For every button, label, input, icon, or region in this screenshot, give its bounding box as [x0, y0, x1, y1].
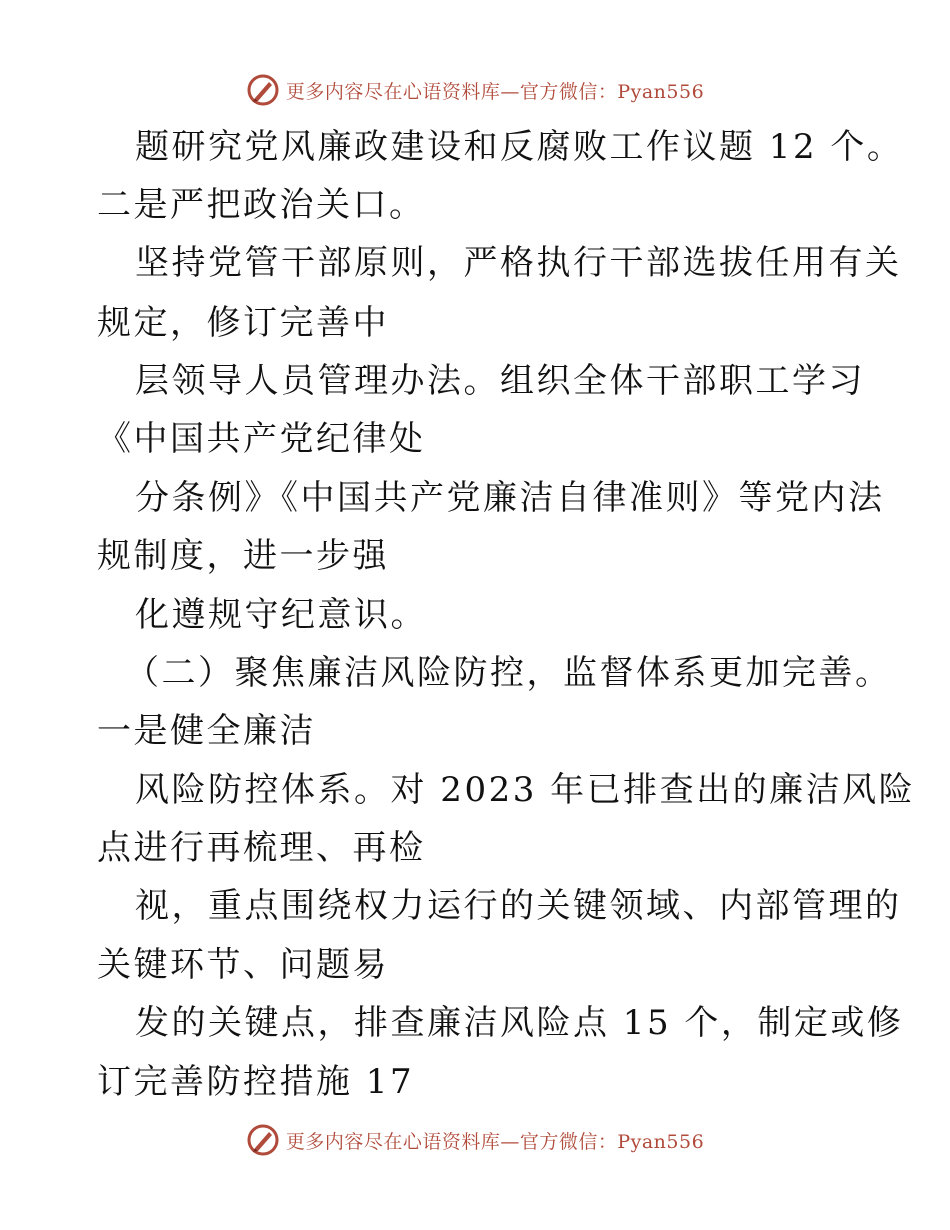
text-line: 发的关键点，排查廉洁风险点 15 个，制定或修 [135, 1003, 904, 1043]
banner-text: 更多内容尽在心语资料库—官方微信：Pyan556 [285, 1130, 705, 1153]
text-line: 层领导人员管理办法。组织全体干部职工学习 [135, 361, 865, 401]
text-line: 订完善防控措施 17 [97, 1062, 415, 1102]
banner-text: 更多内容尽在心语资料库—官方微信：Pyan556 [285, 80, 705, 103]
text-line: 规制度，进一步强 [97, 536, 389, 576]
text-line: 关键环节、问题易 [97, 945, 389, 985]
pen-logo-icon [246, 1123, 280, 1157]
text-line: （二）聚焦廉洁风险防控，监督体系更加完善。 [125, 653, 892, 693]
text-line: 坚持党管干部原则，严格执行干部选拔任用有关 [135, 243, 902, 283]
text-line: 点进行再梳理、再检 [97, 828, 426, 868]
text-line: 题研究党风廉政建设和反腐败工作议题 12 个。 [135, 127, 904, 167]
text-line: 分条例》《中国共产党廉洁自律准则》等党内法 [135, 478, 885, 518]
text-line: 视，重点围绕权力运行的关键领域、内部管理的 [135, 886, 902, 926]
text-line: 《中国共产党纪律处 [97, 419, 426, 459]
text-line: 风险防控体系。对 2023 年已排查出的廉洁风险 [135, 770, 916, 810]
footer-banner [0, 1120, 950, 1160]
text-line: 二是严把政治关口。 [97, 185, 426, 225]
text-line: 化遵规守纪意识。 [135, 595, 427, 635]
text-line: 一是健全廉洁 [97, 711, 316, 751]
text-line: 规定，修订完善中 [97, 303, 389, 343]
